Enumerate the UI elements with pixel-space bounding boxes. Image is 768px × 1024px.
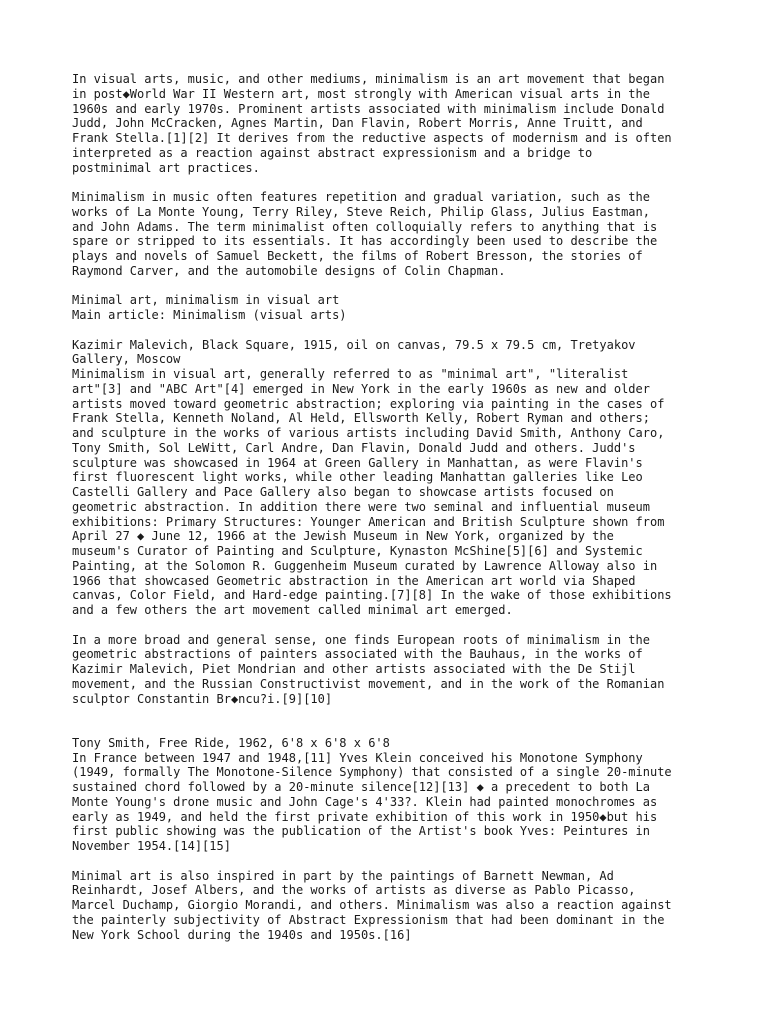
paragraph-visual-art: Kazimir Malevich, Black Square, 1915, oil on canvas, 79.5 x 79.5 cm, Tretyakov Gallery, Moscow Minimalism in visual art, generally referred to as "minimal art", "literalist art"[3] and "ABC Art"[4] emerged in New York in the early 1960s as new and older artists moved toward geometric abstraction; exploring via painting in the cases of Frank Stella, Kenneth Noland, Al Held, Ellsworth Kelly, Robert Ryman and others; and sculpture in the works of various artists including David Smith, Anthony Caro, Tony Smith, Sol LeWitt, Carl Andre, Dan Flavin, Donald Judd and others. Judd's sculpture was showcased in 1964 at Green Gallery in Manhattan, as were Flavin's first fluorescent light works, while other leading Manhattan galleries like Leo Castelli Gallery and Pace Gallery also began to showcase artists focused on geometric abstraction. In addition there were two seminal and influential museum exhibitions: Primary Structures: Younger American and British Sculpture shown from April 27 ◆ June 12, 1966 at the Jewish Museum in New York, organized by the museum's Curator of Painting and Sculpture, Kynaston McShine[5][6] and Systemic Painting, at the Solomon R. Guggenheim Museum curated by Lawrence Alloway also in 1966 that showcased Geometric abstraction in the American art world via Shaped canvas, Color Field, and Hard-edge painting.[7][8] In the wake of those exhibitions and a few others the art movement called minimal art emerged.	[72, 337, 672, 617]
section-heading-minimal-art: Minimal art, minimalism in visual art Main article: Minimalism (visual arts)	[72, 293, 347, 322]
paragraph-european-roots: In a more broad and general sense, one finds European roots of minimalism in the geometric abstractions of painters associated with the Bauhaus, in the works of Kazimir Malevich, Piet Mondrian and other artists associated with the De Stijl movement, and the Russian Constructivist movement, and in the work of the Romanian sculptor Constantin Br◆ncu?i.[9][10]	[72, 632, 665, 706]
document-page	[72, 72, 702, 942]
paragraph-intro: In visual arts, music, and other mediums, minimalism is an art movement that began in post◆World War II Western art, most strongly with American visual arts in the 1960s and early 1970s. Prominent artists associated with minimalism include Donald Judd, John McCracken, Agnes Martin, Dan Flavin, Robert Morris, Anne Truitt, and Frank Stella.[1][2] It derives from the reductive aspects of modernism and is often interpreted as a reaction against abstract expressionism and a bridge to postminimal art practices.	[72, 72, 672, 175]
paragraph-inspirations: Minimal art is also inspired in part by the paintings of Barnett Newman, Ad Reinhardt, Josef Albers, and the works of artists as diverse as Pablo Picasso, Marcel Duchamp, Giorgio Morandi, and others. Minimalism was also a reaction against the painterly subjectivity of Abstract Expressionism that had been dominant in the New York School during the 1940s and 1950s.[16]	[72, 868, 672, 942]
paragraph-yves-klein: Tony Smith, Free Ride, 1962, 6'8 x 6'8 x 6'8 In France between 1947 and 1948,[11] Yves Klein conceived his Monotone Symphony (1949, formally The Monotone-Silence Symphony) that consisted of a single 20-minute sustained chord followed by a 20-minute silence[12][13] ◆ a precedent to both La Monte Young's drone music and John Cage's 4'33?. Klein had painted monochromes as early as 1949, and held the first private exhibition of this work in 1950◆but his first public showing was the publication of the Artist's book Yves: Peintures in November 1954.[14][15]	[72, 735, 672, 853]
paragraph-music: Minimalism in music often features repetition and gradual variation, such as the works of La Monte Young, Terry Riley, Steve Reich, Philip Glass, Julius Eastman, and John Adams. The term minimalist often colloquially refers to anything that is spare or stripped to its essentials. It has accordingly been used to describe the plays and novels of Samuel Beckett, the films of Robert Bresson, the stories of Raymond Carver, and the automobile designs of Colin Chapman.	[72, 190, 658, 278]
